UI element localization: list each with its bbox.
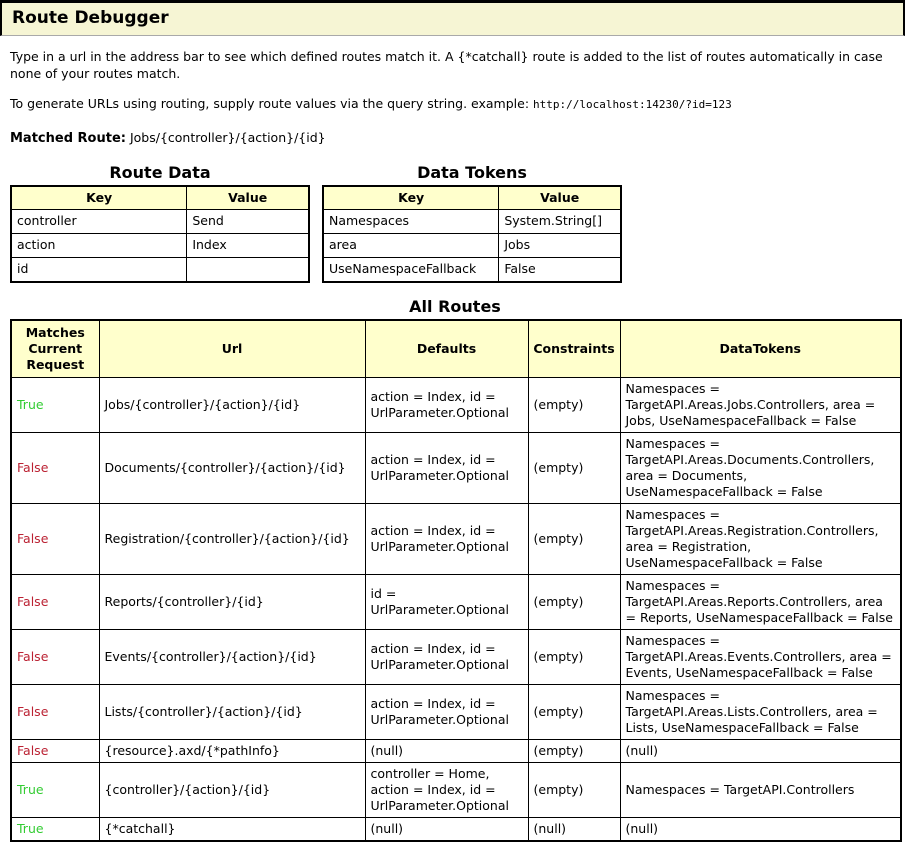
matches-cell: False [11, 432, 99, 503]
datatokens-cell: Namespaces = TargetAPI.Areas.Jobs.Controllers, area = Jobs, UseNamespaceFallback = False [620, 377, 901, 432]
datatokens-cell: (null) [620, 817, 901, 841]
defaults-cell: action = Index, id = UrlParameter.Optional [365, 377, 528, 432]
column-header-matches: Matches Current Request [11, 320, 99, 378]
url-cell: Events/{controller}/{action}/{id} [99, 629, 365, 684]
datatokens-cell: Namespaces = TargetAPI.Areas.Documents.Controllers, area = Documents, UseNamespaceFallback = False [620, 432, 901, 503]
table-row [11, 257, 309, 282]
defaults-cell: (null) [365, 739, 528, 762]
constraints-cell: (empty) [528, 574, 620, 629]
column-header-value: Value [187, 186, 309, 210]
defaults-cell: controller = Home, action = Index, id = UrlParameter.Optional [365, 762, 528, 817]
route-row [11, 739, 901, 762]
route-row [11, 817, 901, 841]
url-cell: Reports/{controller}/{id} [99, 574, 365, 629]
matches-cell: True [11, 377, 99, 432]
defaults-cell: (null) [365, 817, 528, 841]
table-row [11, 233, 309, 257]
page-header [0, 0, 905, 36]
datatokens-cell: Namespaces = TargetAPI.Areas.Reports.Controllers, area = Reports, UseNamespaceFallback = False [620, 574, 901, 629]
url-cell: {controller}/{action}/{id} [99, 762, 365, 817]
defaults-cell: action = Index, id = UrlParameter.Optional [365, 503, 528, 574]
url-cell: Lists/{controller}/{action}/{id} [99, 684, 365, 739]
route-row [11, 432, 901, 503]
defaults-cell: id = UrlParameter.Optional [365, 574, 528, 629]
route-data-caption: Route Data [109, 162, 211, 182]
key-cell: UseNamespaceFallback [323, 257, 499, 282]
datatokens-cell: (null) [620, 739, 901, 762]
route-row [11, 503, 901, 574]
constraints-cell: (empty) [528, 503, 620, 574]
key-cell: controller [11, 209, 187, 233]
matches-cell: True [11, 762, 99, 817]
data-tokens-caption: Data Tokens [417, 162, 527, 182]
intro-paragraph-2-text: To generate URLs using routing, supply route values via the query string. example: [10, 95, 534, 111]
matches-cell: False [11, 503, 99, 574]
datatokens-cell: Namespaces = TargetAPI.Areas.Events.Controllers, area = Events, UseNamespaceFallback = False [620, 629, 901, 684]
example-url: http://localhost:14230/?id=123 [533, 97, 732, 111]
matched-route-label: Matched Route: [10, 130, 126, 146]
column-header-key: Key [323, 186, 499, 210]
intro-paragraph-1: Type in a url in the address bar to see which defined routes match it. A {*catchall} route is added to the list of routes automatically in case none of your routes match. [10, 49, 883, 81]
url-cell: Jobs/{controller}/{action}/{id} [99, 377, 365, 432]
value-cell: Jobs [499, 233, 621, 257]
value-cell [187, 257, 309, 282]
route-row [11, 574, 901, 629]
key-cell: Namespaces [323, 209, 499, 233]
intro-paragraph-2 [10, 96, 895, 113]
table-row [323, 209, 621, 233]
matches-cell: False [11, 629, 99, 684]
value-cell: False [499, 257, 621, 282]
route-row [11, 684, 901, 739]
datatokens-cell: Namespaces = TargetAPI.Controllers [620, 762, 901, 817]
column-header-value: Value [499, 186, 621, 210]
matches-cell: True [11, 817, 99, 841]
table-header-row [11, 186, 309, 210]
defaults-cell: action = Index, id = UrlParameter.Optional [365, 432, 528, 503]
defaults-cell: action = Index, id = UrlParameter.Optional [365, 684, 528, 739]
key-cell: area [323, 233, 499, 257]
column-header-constraints: Constraints [528, 320, 620, 378]
table-row [323, 257, 621, 282]
constraints-cell: (null) [528, 817, 620, 841]
table-row [11, 209, 309, 233]
constraints-cell: (empty) [528, 377, 620, 432]
value-cell: Index [187, 233, 309, 257]
column-header-key: Key [11, 186, 187, 210]
route-row [11, 377, 901, 432]
column-header-datatokens: DataTokens [620, 320, 901, 378]
matches-cell: False [11, 684, 99, 739]
value-cell: Send [187, 209, 309, 233]
constraints-cell: (empty) [528, 684, 620, 739]
bottom-spacer [10, 842, 895, 848]
summary-tables [10, 161, 895, 283]
table-header-row [11, 320, 901, 378]
route-data-section [10, 161, 310, 283]
column-header-defaults: Defaults [365, 320, 528, 378]
url-cell: {*catchall} [99, 817, 365, 841]
key-cell: action [11, 233, 187, 257]
datatokens-cell: Namespaces = TargetAPI.Areas.Registration.Controllers, area = Registration, UseNamespaceFallback = False [620, 503, 901, 574]
route-data-table [10, 185, 310, 283]
matched-route-line [10, 130, 895, 146]
route-row [11, 629, 901, 684]
matches-cell: False [11, 574, 99, 629]
value-cell: System.String[] [499, 209, 621, 233]
page-content [0, 49, 905, 848]
matched-route-value: Jobs/{controller}/{action}/{id} [129, 129, 326, 145]
constraints-cell: (empty) [528, 739, 620, 762]
constraints-cell: (empty) [528, 762, 620, 817]
column-header-url: Url [99, 320, 365, 378]
route-row [11, 762, 901, 817]
data-tokens-section [322, 161, 622, 283]
table-row [323, 233, 621, 257]
url-cell: {resource}.axd/{*pathInfo} [99, 739, 365, 762]
url-cell: Documents/{controller}/{action}/{id} [99, 432, 365, 503]
datatokens-cell: Namespaces = TargetAPI.Areas.Lists.Controllers, area = Lists, UseNamespaceFallback = False [620, 684, 901, 739]
key-cell: id [11, 257, 187, 282]
url-cell: Registration/{controller}/{action}/{id} [99, 503, 365, 574]
constraints-cell: (empty) [528, 629, 620, 684]
table-header-row [323, 186, 621, 210]
all-routes-caption: All Routes [409, 296, 501, 316]
data-tokens-table [322, 185, 622, 283]
constraints-cell: (empty) [528, 432, 620, 503]
defaults-cell: action = Index, id = UrlParameter.Optional [365, 629, 528, 684]
matches-cell: False [11, 739, 99, 762]
all-routes-table [10, 319, 902, 842]
page-title: Route Debugger [12, 8, 169, 28]
